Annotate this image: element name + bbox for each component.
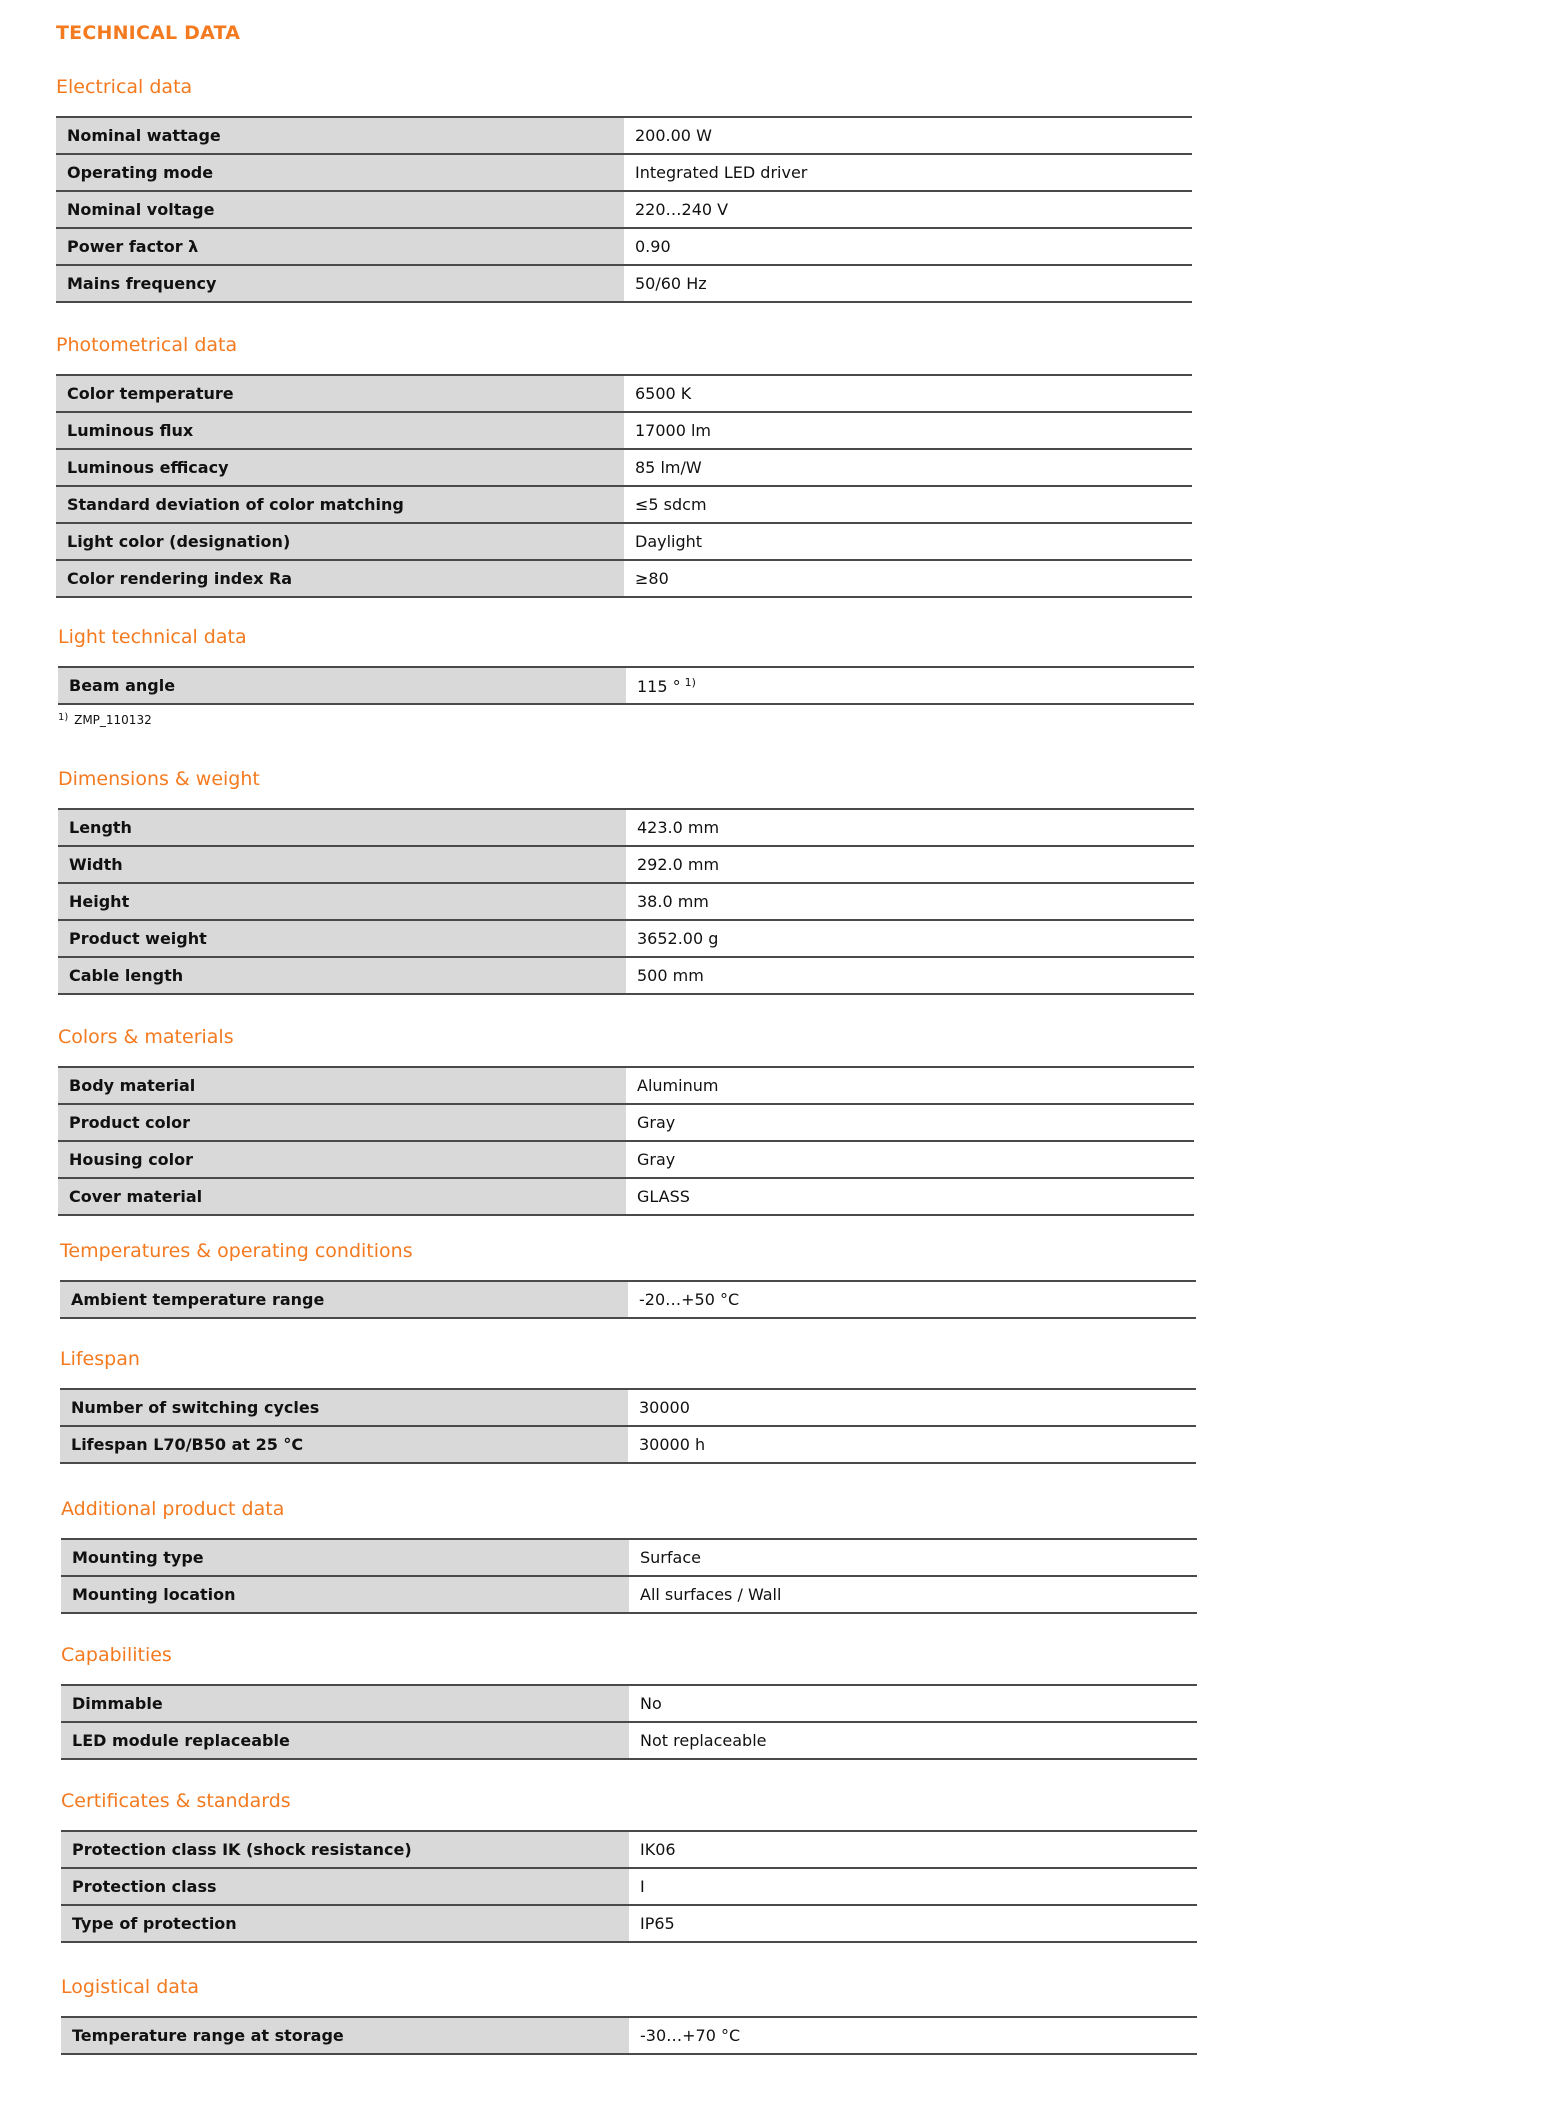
footnote-text: ZMP_110132 [74,713,152,727]
footnote-marker: 1) [684,675,696,689]
page-title: TECHNICAL DATA [56,22,241,44]
row-value-cell [626,1141,1194,1178]
section-additional-product-data [61,1494,1197,1614]
table-row [56,412,1192,449]
row-value-cell [626,957,1194,994]
spec-table [58,808,1194,995]
table-row [58,883,1194,920]
spec-table [60,1388,1196,1464]
row-value-cell [629,1905,1197,1942]
row-value-cell [628,1389,1196,1426]
row-value: No [640,1694,662,1713]
spec-table [61,2016,1197,2055]
table-row [58,1104,1194,1141]
row-value: All surfaces / Wall [640,1585,782,1604]
row-value: 30000 h [639,1435,706,1454]
row-value-cell [626,667,1194,704]
row-label: Light color (designation) [56,523,624,560]
table-row [61,1685,1197,1722]
row-value: 50/60 Hz [635,274,707,293]
row-label: Height [58,883,626,920]
row-value-cell [624,375,1192,412]
section-title: Logistical data [61,1976,200,1998]
section-dimensions-weight [58,764,1194,995]
table-row [56,449,1192,486]
table-row [58,1141,1194,1178]
row-value: 500 mm [637,966,704,985]
row-value-cell [629,1576,1197,1613]
row-label: Color temperature [56,375,624,412]
row-label: Body material [58,1067,626,1104]
row-value: 38.0 mm [637,892,709,911]
row-value-cell [629,1868,1197,1905]
section-colors-materials [58,1022,1194,1216]
row-value-cell [624,560,1192,597]
row-value: -20…+50 °C [639,1290,740,1309]
row-value-cell [624,449,1192,486]
row-value-cell [624,412,1192,449]
row-value: Gray [637,1113,676,1132]
table-row [58,920,1194,957]
spec-table [58,1066,1194,1216]
row-value-cell [624,228,1192,265]
section-title: Lifespan [60,1348,140,1370]
row-value-cell [628,1281,1196,1318]
table-row [61,1868,1197,1905]
table-row [56,117,1192,154]
row-value-cell [629,1831,1197,1868]
row-label: Operating mode [56,154,624,191]
table-row [60,1281,1196,1318]
table-row [61,1831,1197,1868]
table-row [61,1539,1197,1576]
row-label: Temperature range at storage [61,2017,629,2054]
spec-table [58,666,1194,705]
row-label: Color rendering index Ra [56,560,624,597]
row-value-cell [628,1426,1196,1463]
row-value-cell [626,1067,1194,1104]
row-value: 85 lm/W [635,458,702,477]
row-value-cell [626,920,1194,957]
section-title: Photometrical data [56,334,238,356]
row-value: 3652.00 g [637,929,719,948]
row-label: Cable length [58,957,626,994]
footnote [58,712,152,727]
row-value: Integrated LED driver [635,163,808,182]
row-label: Protection class [61,1868,629,1905]
table-row [56,154,1192,191]
row-label: Product color [58,1104,626,1141]
row-value: IK06 [640,1840,676,1859]
row-label: Cover material [58,1178,626,1215]
row-label: Dimmable [61,1685,629,1722]
spec-table [61,1538,1197,1614]
table-row [56,265,1192,302]
row-value: IP65 [640,1914,675,1933]
table-row [56,486,1192,523]
section-title: Electrical data [56,76,193,98]
table-row [58,667,1194,704]
row-label: Standard deviation of color matching [56,486,624,523]
row-value: 220…240 V [635,200,729,219]
table-row [56,191,1192,228]
row-label: Number of switching cycles [60,1389,628,1426]
row-value-cell [626,883,1194,920]
section-title: Additional product data [61,1498,285,1520]
row-value: I [640,1877,645,1896]
row-value-cell [626,1178,1194,1215]
spec-table [61,1684,1197,1760]
row-value-cell [626,846,1194,883]
row-value-cell [624,523,1192,560]
row-value: ≥80 [635,569,669,588]
table-row [61,1576,1197,1613]
row-value: 6500 K [635,384,692,403]
row-value: 17000 lm [635,421,712,440]
row-value-cell [629,1722,1197,1759]
row-value-cell [624,117,1192,154]
table-row [58,846,1194,883]
table-row [58,1178,1194,1215]
row-value-cell [626,1104,1194,1141]
row-label: Mounting location [61,1576,629,1613]
section-temperatures-operating-conditions [60,1236,1196,1319]
row-value: 292.0 mm [637,855,720,874]
row-label: Length [58,809,626,846]
row-value-cell [624,191,1192,228]
section-photometrical-data [56,330,1192,598]
table-row [61,1722,1197,1759]
row-label: Luminous efficacy [56,449,624,486]
spec-table [61,1830,1197,1943]
section-title: Certificates & standards [61,1790,291,1812]
table-row [56,228,1192,265]
row-value-cell [624,265,1192,302]
row-value: 0.90 [635,237,671,256]
section-light-technical-data [58,622,1194,705]
table-row [56,375,1192,412]
row-label: Ambient temperature range [60,1281,628,1318]
section-lifespan [60,1344,1196,1464]
row-value-cell [626,809,1194,846]
table-row [58,1067,1194,1104]
row-value: 30000 [639,1398,690,1417]
row-value: 423.0 mm [637,818,720,837]
row-label: Type of protection [61,1905,629,1942]
section-capabilities [61,1640,1197,1760]
footnote-ref: 1) [58,712,69,723]
table-row [61,2017,1197,2054]
section-electrical-data [56,72,1192,303]
table-row [61,1905,1197,1942]
row-value-cell [624,486,1192,523]
row-value: -30…+70 °C [640,2026,741,2045]
row-value-cell [629,2017,1197,2054]
row-label: Nominal wattage [56,117,624,154]
row-label: Width [58,846,626,883]
row-label: Nominal voltage [56,191,624,228]
row-label: LED module replaceable [61,1722,629,1759]
table-row [60,1389,1196,1426]
row-value: ≤5 sdcm [635,495,707,514]
table-row [56,560,1192,597]
row-label: Housing color [58,1141,626,1178]
table-row [58,809,1194,846]
row-label: Mains frequency [56,265,624,302]
row-label: Luminous flux [56,412,624,449]
row-value: 115 ° [637,676,681,696]
spec-table [56,116,1192,303]
row-value-cell [629,1685,1197,1722]
section-title: Temperatures & operating conditions [60,1240,413,1262]
section-title: Light technical data [58,626,247,648]
section-title: Colors & materials [58,1026,234,1048]
spec-table [56,374,1192,598]
row-value: GLASS [637,1187,690,1206]
section-title: Dimensions & weight [58,768,260,790]
table-row [56,523,1192,560]
row-value: Aluminum [637,1076,719,1095]
table-row [60,1426,1196,1463]
row-label: Power factor λ [56,228,624,265]
row-label: Beam angle [58,667,626,704]
row-value-cell [629,1539,1197,1576]
row-value: Gray [637,1150,676,1169]
row-value: 200.00 W [635,126,712,145]
section-title: Capabilities [61,1644,172,1666]
section-certificates-standards [61,1786,1197,1943]
section-logistical-data [61,1972,1197,2055]
row-label: Mounting type [61,1539,629,1576]
row-label: Protection class IK (shock resistance) [61,1831,629,1868]
row-value: Surface [640,1548,701,1567]
row-label: Product weight [58,920,626,957]
spec-table [60,1280,1196,1319]
row-value: Not replaceable [640,1731,767,1750]
row-value: Daylight [635,532,703,551]
row-label: Lifespan L70/B50 at 25 °C [60,1426,628,1463]
row-value-cell [624,154,1192,191]
table-row [58,957,1194,994]
